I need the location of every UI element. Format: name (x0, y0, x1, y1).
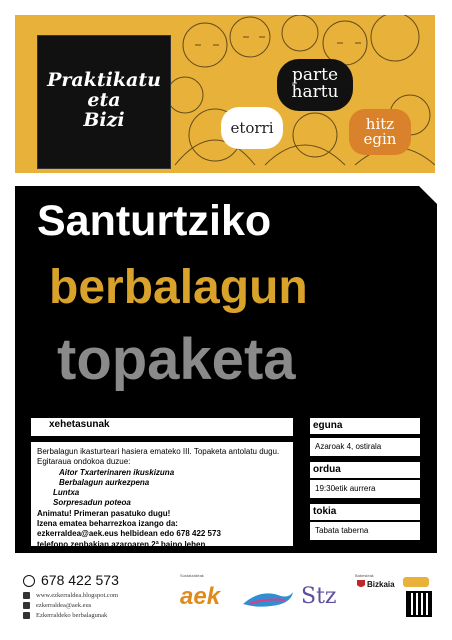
supporters-caption: Babesleak (355, 573, 374, 578)
ordua-value: 19:30etik aurrera (310, 480, 420, 498)
header-banner (15, 15, 435, 173)
bird-logo (241, 586, 295, 612)
praktikatu-eta-bizi-logo: Praktikatu eta Bizi (37, 35, 171, 169)
email-link[interactable]: ezkerraldea@aek.eus (23, 602, 91, 609)
mail-icon (23, 602, 30, 609)
details-closing: Animatu! Primeran pasatuko dugu! (37, 508, 171, 518)
phone-icon (23, 575, 35, 587)
title-line-1: Santurtziko (37, 197, 272, 245)
facebook-icon (23, 612, 30, 619)
hitz-egin-bubble: hitz egin (349, 109, 411, 155)
facebook-link[interactable]: Ezkerraldeko berbalagunak (23, 612, 107, 619)
poster-panel (15, 186, 437, 553)
bizkaia-logo: Bizkaia (367, 580, 395, 589)
eguna-value: Azaroak 4, ostirala (310, 438, 420, 456)
details-heading: xehetasunak (31, 418, 293, 436)
program-item: Luntxa (53, 488, 80, 498)
stz-logo: Stz (301, 584, 337, 609)
program-item: Sorpresadun poteoa (53, 498, 131, 508)
praktikatu-small-logo (403, 577, 429, 587)
ordua-label: ordua (310, 462, 420, 478)
details-box (31, 442, 293, 549)
tokia-label: tokia (310, 504, 420, 520)
tokia-value: Tabata taberna (310, 522, 420, 540)
etorri-bubble: etorri (221, 107, 283, 149)
qr-code (406, 591, 432, 617)
blog-link[interactable]: www.ezkerraldea.blogspot.com (23, 592, 118, 599)
bizkaia-shield-icon (356, 579, 366, 589)
title-line-2: berbalagun (49, 261, 308, 314)
details-closing: ezkerraldea@aek.eus helbidean edo 678 422 573 (37, 529, 221, 539)
eguna-label: eguna (310, 418, 420, 434)
details-intro: Berbalagun ikasturteari hasiera emateko III. Topaketa antolatu dugu. Egitaraua ondokoa duzue: (37, 447, 280, 467)
details-closing: telefono zenbakian azaroaren 2ª baino lehen (37, 539, 206, 549)
program-item: Aitor Txarterinaren ikuskizuna (59, 467, 175, 477)
details-closing: Izena ematea beharrezkoa izango da: (37, 519, 178, 529)
phone-number: 678 422 573 (23, 572, 119, 588)
aek-logo: aek (180, 583, 221, 610)
program-item: Berbalagun aurkezpena (59, 477, 150, 487)
footer (15, 564, 437, 626)
parte-hartu-bubble: parte hartu (277, 59, 353, 111)
sponsors-caption: Sustatzaileak (180, 573, 204, 578)
globe-icon (23, 592, 30, 599)
title-line-3: topaketa (57, 327, 296, 392)
